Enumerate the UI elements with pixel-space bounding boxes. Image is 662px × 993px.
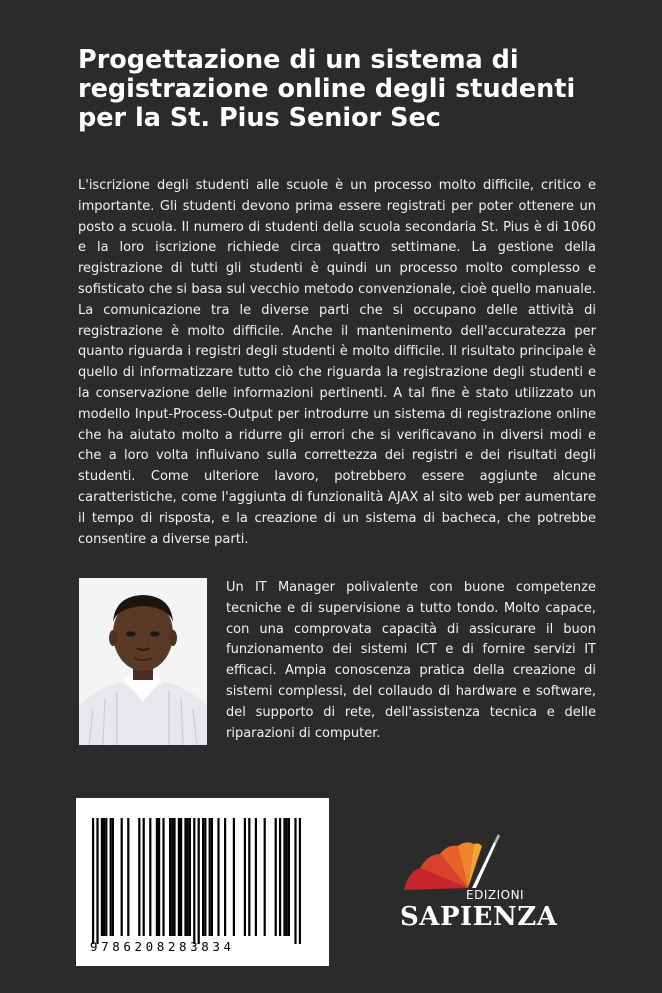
barcode-bar bbox=[299, 818, 301, 944]
barcode-bar bbox=[184, 818, 186, 936]
barcode bbox=[76, 798, 329, 966]
barcode-bar bbox=[189, 818, 191, 936]
barcode-bar bbox=[244, 818, 246, 936]
isbn-number: 9786208283834 bbox=[90, 939, 235, 954]
publisher-logo bbox=[390, 828, 560, 938]
barcode-bar bbox=[264, 818, 266, 936]
publisher-imprint: EDIZIONI bbox=[466, 888, 525, 902]
barcode-bar bbox=[169, 818, 171, 936]
barcode-bar bbox=[255, 818, 257, 936]
barcode-bar bbox=[193, 818, 195, 944]
author-bio: Un IT Manager polivalente con buone competenze tecniche e di supervisione a tutto tondo. Molto capace, con una comprovata capacità di assicurare il buon funzionamento dei sistemi ICT e di fornire servizi IT efficaci. Ampia conoscenza pratica della creazione di sistemi complessi, del collaudo di hardware e software, del supporto di rete, dell'assistenza tecnica e delle riparazioni di computer. bbox=[226, 580, 596, 741]
barcode-bar bbox=[202, 818, 204, 936]
barcode-bar bbox=[173, 818, 175, 936]
barcode-bar bbox=[105, 818, 107, 936]
barcode-bar bbox=[103, 818, 105, 936]
barcode-bar bbox=[209, 818, 211, 936]
barcode-bar bbox=[138, 818, 140, 936]
book-title: Progettazione di un sistema di registrazione online degli studenti per la St. Pius Senior Sec bbox=[78, 45, 576, 133]
publisher-name: SAPIENZA bbox=[400, 902, 558, 932]
barcode-bar bbox=[224, 818, 226, 936]
barcode-bar bbox=[96, 818, 98, 944]
barcode-bar bbox=[275, 818, 277, 936]
barcode-bar bbox=[187, 818, 189, 936]
barcode-bar bbox=[127, 818, 129, 936]
barcode-bar bbox=[180, 818, 182, 936]
barcode-bar bbox=[279, 818, 281, 936]
barcode-bar bbox=[92, 818, 94, 944]
barcode-bar bbox=[294, 818, 296, 944]
barcode-bar bbox=[156, 818, 158, 936]
book-description: L'iscrizione degli studenti alle scuole è un processo molto difficile, critico e importante. Gli studenti devono prima essere registrati per poter ottenere un posto a scuola. Il numero di studenti della scuola secondaria St. Pius è di 1060 e la loro iscrizione richiede circa quattro settimane. La gestione della registrazione di tutti gli studenti è quindi un processo molto complesso e sofisticato che si basa sul vecchio metodo convenzionale, cioè quello manuale. La comunicazione tra le diverse parti che si occupano delle attività di registrazione è molto difficile. Anche il mantenimento dell'accuratezza per quanto riguarda i registri degli studenti è molto difficile. Il risultato principale è quello di informatizzare tutto ciò che riguarda la registrazione degli studenti e la conservazione delle informazioni pertinenti. A tal fine è stato utilizzato un modello Input-Process-Output per introdurre un sistema di registrazione online che ha aiutato molto a ridurre gli errori che si verificavano in diversi modi e che a loro volta influivano sulla correttezza dei registri e dei risultati degli studenti. Come ulteriore lavoro, potrebbero essere aggiunte alcune caratteristiche, come l'aggiunta di funzionalità AJAX al sito web per aumentare il tempo di risposta, e la creazione di un sistema di bacheca, che potrebbe consentire a diverse parti. bbox=[78, 178, 596, 547]
author-photo bbox=[79, 578, 207, 745]
barcode-bar bbox=[162, 818, 164, 936]
barcode-bar bbox=[283, 818, 285, 936]
author-portrait-image bbox=[79, 578, 207, 745]
barcode-bar bbox=[204, 818, 206, 936]
barcode-bar bbox=[178, 818, 180, 936]
barcode-bar bbox=[171, 818, 173, 936]
barcode-bar bbox=[112, 818, 114, 936]
barcode-bar bbox=[110, 818, 112, 936]
barcode-bar bbox=[217, 818, 219, 936]
barcode-bar bbox=[101, 818, 103, 936]
barcode-bar bbox=[149, 818, 151, 936]
barcode-bar bbox=[248, 818, 250, 936]
barcode-bar bbox=[158, 818, 160, 936]
barcode-bar bbox=[121, 818, 123, 936]
barcode-bar bbox=[198, 818, 200, 944]
barcode-bar bbox=[233, 818, 235, 936]
barcode-bar bbox=[286, 818, 288, 936]
barcode-bar bbox=[143, 818, 145, 936]
barcode-bar bbox=[211, 818, 213, 936]
barcode-bar bbox=[288, 818, 290, 936]
